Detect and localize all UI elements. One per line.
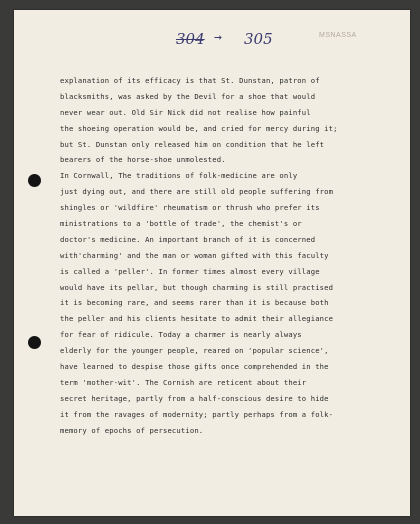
text-line: memory of epochs of persecution. bbox=[60, 425, 204, 435]
text-line: shingles or 'wildfire' rheumatism or thrush who prefer its bbox=[60, 203, 320, 213]
text-line: it is becoming rare, and seems rarer than it is because both bbox=[60, 298, 329, 308]
text-line: secret heritage, partly from a half-conscious desire to hide bbox=[60, 393, 329, 403]
text-line: but St. Dunstan only released him on condition that he left bbox=[60, 139, 325, 149]
text-line: would have its pellar, but though charming is still practised bbox=[60, 282, 334, 292]
text-line: just dying out, and there are still old people suffering from bbox=[60, 187, 334, 197]
archive-reference-stamp: MSNASSA bbox=[319, 32, 357, 39]
text-line: blacksmiths, was asked by the Devil for a shoe that would bbox=[60, 91, 316, 101]
text-line: bearers of the horse-shoe unmolested. bbox=[60, 155, 226, 165]
text-line: with'charming' and the man or woman gifted with this faculty bbox=[60, 250, 329, 260]
text-line: have learned to despise those gifts once comprehended in the bbox=[60, 362, 329, 372]
struck-page-number: 304 bbox=[176, 30, 205, 48]
arrow-icon: → bbox=[214, 30, 222, 45]
text-line: the shoeing operation would be, and cried for mercy during it; bbox=[60, 123, 338, 133]
page-number: 305 bbox=[244, 30, 273, 48]
typed-body-text bbox=[60, 73, 390, 438]
text-line: ministrations to a 'bottle of trade', the chemist's or bbox=[60, 219, 302, 229]
text-line: In Cornwall, The traditions of folk-medicine are only bbox=[60, 171, 298, 181]
punch-hole-lower bbox=[28, 336, 41, 349]
text-line: it from the ravages of modernity; partly perhaps from a folk- bbox=[60, 409, 334, 419]
text-line: for fear of ridicule. Today a charmer is nearly always bbox=[60, 330, 302, 340]
text-line: doctor's medicine. An important branch of it is concerned bbox=[60, 234, 316, 244]
text-line: never wear out. Old Sir Nick did not realise how painful bbox=[60, 107, 311, 117]
text-line: the peller and his clients hesitate to admit their allegiance bbox=[60, 314, 334, 324]
document-page bbox=[14, 10, 410, 516]
text-line: is called a 'peller'. In former times almost every village bbox=[60, 266, 320, 276]
punch-hole-upper bbox=[28, 174, 41, 187]
text-line: elderly for the younger people, reared on 'popular science', bbox=[60, 346, 329, 356]
text-line: term 'mother-wit'. The Cornish are reticent about their bbox=[60, 377, 307, 387]
text-line: explanation of its efficacy is that St. Dunstan, patron of bbox=[60, 76, 320, 85]
